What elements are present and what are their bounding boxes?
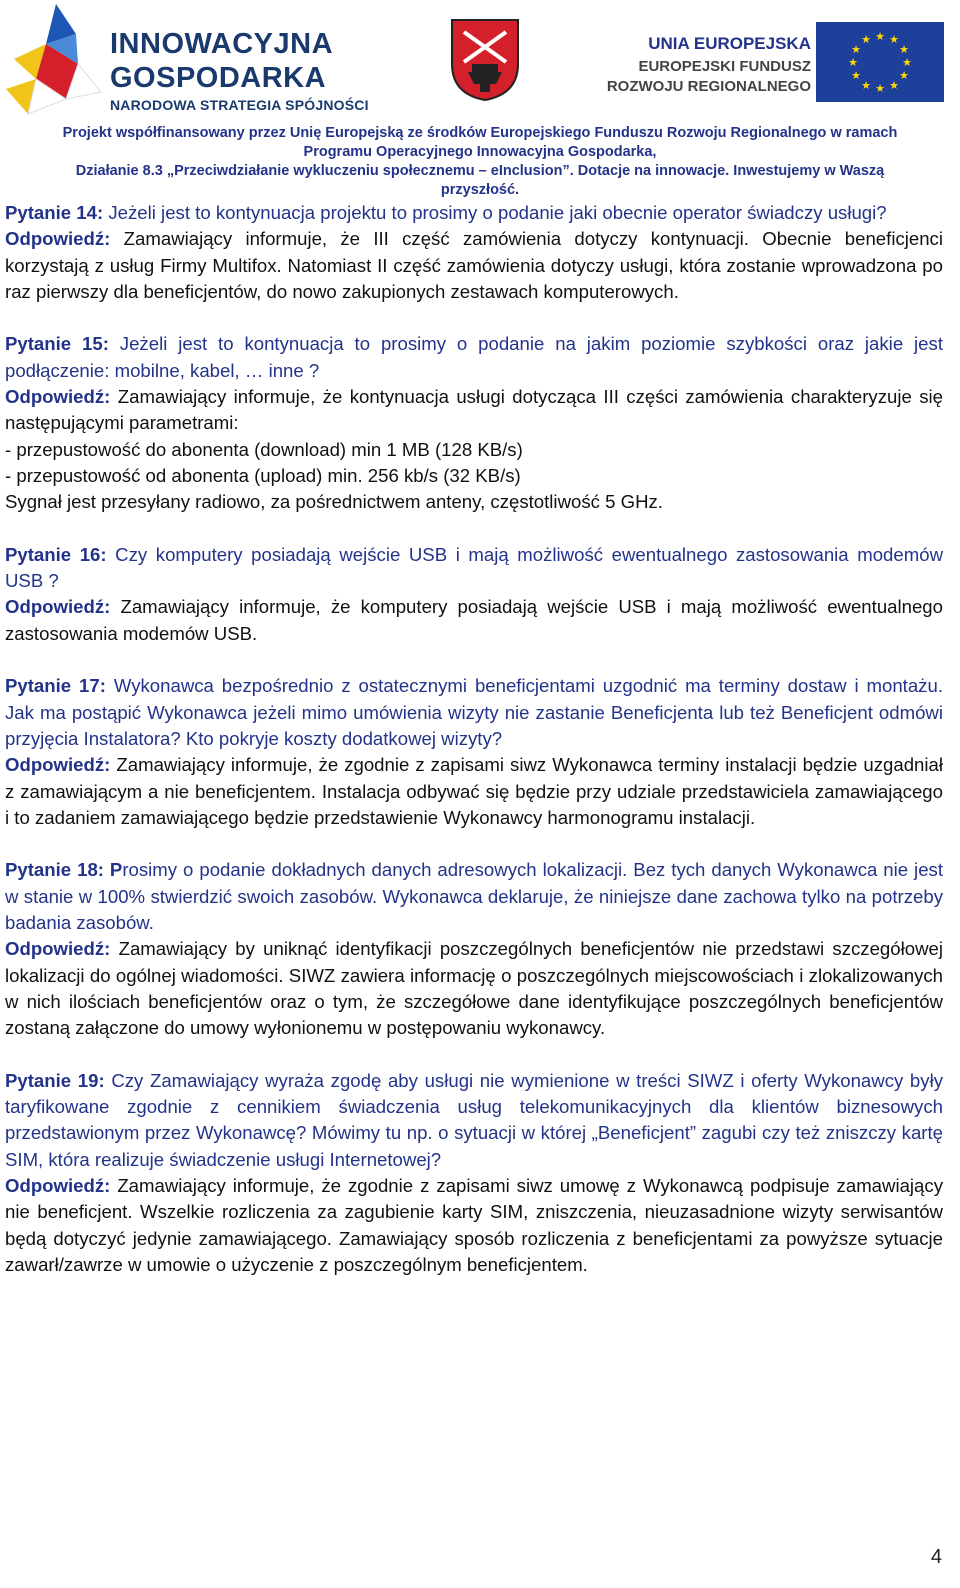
- eu-regional-fund-logo: [580, 22, 956, 110]
- answer-17: [5, 752, 943, 831]
- answer-18: [5, 936, 943, 1041]
- question-18: [5, 857, 943, 936]
- answer-text: Zamawiający informuje, że zgodnie z zapisami siwz umowę z Wykonawcą podpisuje zamawiający nie beneficjent. Wszelkie rozliczenia za zagubienie karty SIM, zniszczenia, nieuzasadnione wizyty serwisantów będą dotyczyć jedynie zamawiającego. Zamawiający sposób rozliczenia z beneficjentami za powyższe sytuacje zawarł/zawrze w umowie o użyczenie z poszczególnym beneficjentem.: [5, 1174, 943, 1275]
- logo-innowacyjna-text: INNOWACYJNA: [110, 28, 334, 60]
- answer-label: Odpowiedź:: [5, 1174, 111, 1196]
- qa-item-17: [5, 673, 943, 831]
- project-funding-line-2: Programu Operacyjnego Innowacyjna Gospodarka,: [303, 144, 657, 160]
- svg-text:★: ★: [861, 33, 871, 46]
- question-text: rosimy o podanie dokładnych danych adresowych lokalizacji. Bez tych danych Wykonawca nie jest w stanie w 100% stwierdzić swoich zasobów. Wykonawca deklaruje, że niniejsze dane zachowa tylko na potrzeby badania zasobów.: [5, 859, 943, 934]
- project-funding-line-1: Projekt współfinansowany przez Unię Europejską ze środków Europejskiego Funduszu Rozwoju Regionalnego w ramach: [62, 125, 898, 141]
- answer-15-download-line: - przepustowość do abonenta (download) min 1 MB (128 KB/s): [5, 438, 523, 460]
- question-label: Pytanie 18: P: [5, 859, 123, 881]
- question-label: Pytanie 17:: [5, 675, 106, 697]
- qa-content: [5, 200, 943, 1304]
- logo-unia-europejska-text: UNIA EUROPEJSKA: [648, 34, 811, 53]
- question-14: [5, 200, 943, 226]
- answer-text: Zamawiający informuje, że komputery posiadają wejście USB i mają możliwość ewentualnego zastosowania modemów USB.: [5, 596, 943, 644]
- answer-text: Zamawiający informuje, że III część zamówienia dotyczy kontynuacji. Obecnie beneficjenci korzystają z usług Firmy Multifox. Natomiast II część zamówienia dotyczy usługi, która zostanie wprowadzona po raz pierwszy dla beneficjentów, do nowo zakupionych zestawach komputerowych.: [5, 228, 943, 302]
- svg-text:★: ★: [889, 79, 899, 92]
- question-19: [5, 1068, 943, 1173]
- qa-item-18: [5, 857, 943, 1041]
- page-number: 4: [930, 1546, 942, 1568]
- answer-15-upload-line: - przepustowość od abonenta (upload) min. 256 kb/s (32 KB/s): [5, 464, 521, 486]
- answer-label: Odpowiedź:: [5, 754, 111, 776]
- question-text: Czy Zamawiający wyraża zgodę aby usługi nie wymienione w treści SIWZ i oferty Wykonawcy były taryfikowane zgodnie z cennikiem świadczenia usług telekomunikacyjnych dla klientów biznesowych przedstawionym przez Wykonawcę? Mówimy tu np. o sytuacji w której „Beneficjent” zagubi czy też zniszczy kartę SIM, która realizuje świadczenie usługi Internetowej?: [5, 1069, 943, 1170]
- answer-text: Zamawiający by uniknąć identyfikacji poszczególnych beneficjentów nie przedstawi szczegółowej lokalizacji do ogólnej wiadomości. SIWZ zawiera informację o poszczególnych miejscowościach i zlokalizowanych w nich ilościach beneficjentów oraz o tym, że szczegółowe dane identyfikujące poszczególnych beneficjentów zostaną załączone do umowy wyłonionemu w postępowaniu wykonawcy.: [5, 938, 943, 1039]
- svg-text:★: ★: [889, 33, 899, 46]
- answer-text: Zamawiający informuje, że kontynuacja usługi dotycząca III części zamówienia charakteryzuje się następującymi parametrami:: [5, 386, 943, 434]
- logo-strategia-text: NARODOWA STRATEGIA SPÓJNOŚCI: [110, 97, 369, 113]
- answer-label: Odpowiedź:: [5, 386, 111, 408]
- question-text: Wykonawca bezpośrednio z ostatecznymi beneficjentami uzgodnić ma terminy dostaw i montażu. Jak ma postąpić Wykonawca jeżeli mimo umówienia wizyty nie zastanie Beneficjenta lub też Beneficjent odmówi przyjęcia Instalatora? Kto pokryje koszty dodatkowej wizyty?: [5, 675, 943, 749]
- question-label: Pytanie 16:: [5, 543, 107, 565]
- question-label: Pytanie 19:: [5, 1069, 105, 1091]
- qa-item-15: [5, 331, 943, 515]
- svg-text:★: ★: [851, 69, 861, 82]
- svg-text:★: ★: [899, 43, 909, 56]
- project-funding-line-3: Działanie 8.3 „Przeciwdziałanie wykluczeniu społecznemu – eInclusion”. Dotacje na innowacje. Inwestujemy w Waszą: [75, 163, 885, 179]
- question-text: Jeżeli jest to kontynuacja to prosimy o podanie na jakim poziomie szybkości oraz jakie jest podłączenie: mobilne, kabel, … inne ?: [5, 333, 943, 381]
- project-funding-line-4: przyszłość.: [440, 182, 520, 198]
- answer-15: [5, 384, 943, 437]
- answer-label: Odpowiedź:: [5, 596, 111, 618]
- svg-text:★: ★: [899, 69, 909, 82]
- answer-15-signal-line: Sygnał jest przesyłany radiowo, za pośrednictwem anteny, częstotliwość 5 GHz.: [5, 491, 663, 513]
- answer-19: [5, 1173, 943, 1278]
- svg-text:★: ★: [848, 56, 858, 69]
- question-text: Czy komputery posiadają wejście USB i mają możliwość ewentualnego zastosowania modemów USB ?: [5, 543, 943, 592]
- answer-label: Odpowiedź:: [5, 938, 111, 960]
- logo-rozwoju-text: ROZWOJU REGIONALNEGO: [606, 78, 811, 95]
- answer-14: [5, 226, 943, 305]
- qa-item-14: [5, 200, 943, 305]
- logo-gospodarka-text: GOSPODARKA: [110, 62, 327, 94]
- coat-of-arms-icon: [450, 18, 520, 102]
- answer-16: [5, 594, 943, 647]
- question-label: Pytanie 14:: [5, 202, 104, 223]
- answer-label: Odpowiedź:: [5, 228, 111, 250]
- qa-item-16: [5, 542, 943, 647]
- question-text: Jeżeli jest to kontynuacja projektu to prosimy o podanie jaki obecnie operator świadczy usługi?: [103, 202, 887, 223]
- innowacyjna-gospodarka-emblem-icon: [6, 4, 106, 116]
- question-15: [5, 331, 943, 384]
- logo-fundusz-text: EUROPEJSKI FUNDUSZ: [638, 58, 811, 75]
- svg-text:★: ★: [861, 79, 871, 92]
- question-16: [5, 542, 943, 595]
- svg-text:★: ★: [902, 56, 912, 69]
- svg-text:★: ★: [875, 82, 885, 95]
- qa-item-19: [5, 1068, 943, 1278]
- svg-text:★: ★: [851, 43, 861, 56]
- page-header: [0, 0, 960, 200]
- question-label: Pytanie 15:: [5, 333, 109, 355]
- answer-text: Zamawiający informuje, że zgodnie z zapisami siwz Wykonawca terminy instalacji będzie uzgadniał z zamawiającym a nie beneficjentem. Instalacja odbywać się będzie przy udziale przedstawiciela zamawiającego i to zadaniem zamawiającego będzie przedstawienie Wykonawcy harmonogramu instalacji.: [5, 754, 943, 828]
- innowacyjna-gospodarka-logo: [6, 4, 381, 116]
- question-17: [5, 673, 943, 752]
- svg-text:★: ★: [875, 30, 885, 43]
- eu-flag-icon: [816, 22, 944, 102]
